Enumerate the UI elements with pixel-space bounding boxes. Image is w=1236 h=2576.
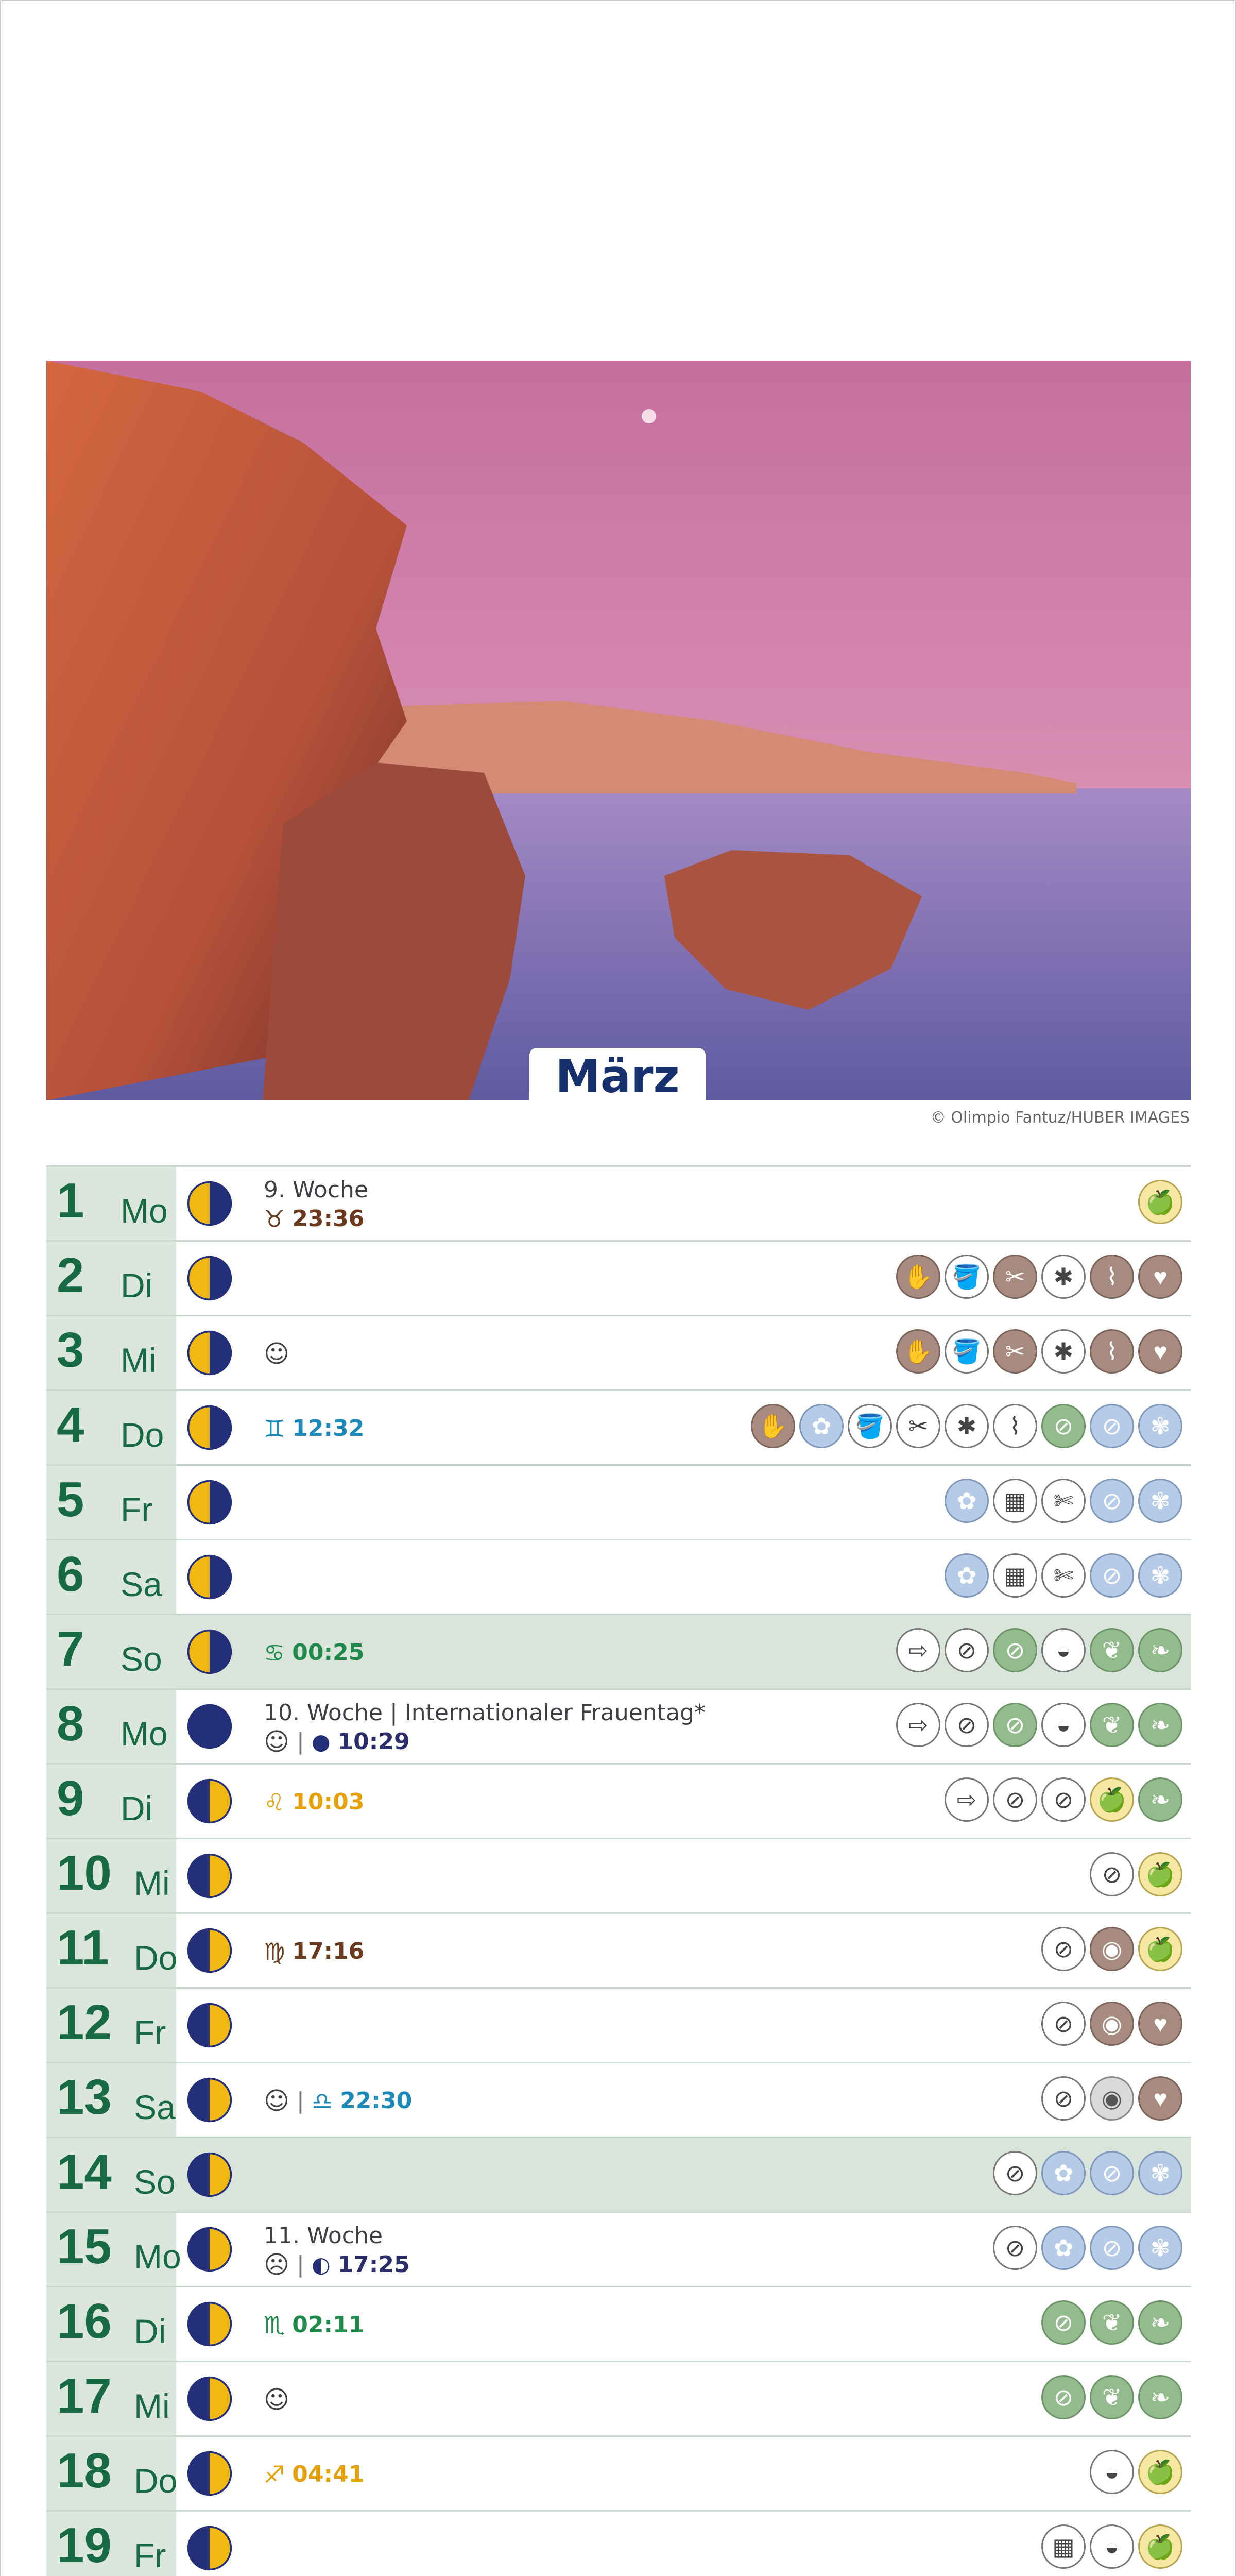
month-photo bbox=[46, 361, 1191, 1100]
day-row bbox=[46, 1614, 1191, 1688]
salad-icon: ❦ bbox=[1090, 1628, 1134, 1672]
cut-icon: ✄ bbox=[1041, 1553, 1086, 1598]
day-number: 18 bbox=[57, 2443, 112, 2498]
moon-phase-icon bbox=[186, 1853, 233, 1899]
day-number: 5 bbox=[57, 1472, 84, 1527]
activity-icons bbox=[945, 1777, 1182, 1825]
date-cell bbox=[46, 2512, 176, 2576]
window-icon: ▦ bbox=[1041, 2524, 1086, 2569]
moon-phase-icon bbox=[186, 1554, 233, 1600]
sweep-icon: ⌇ bbox=[1090, 1255, 1134, 1299]
activity-icons bbox=[1090, 2450, 1182, 2497]
lungs-icon: ✿ bbox=[1041, 2226, 1086, 2270]
date-cell bbox=[46, 2063, 176, 2137]
time-value: 12:32 bbox=[292, 1415, 365, 1442]
glass-icon: ◒ bbox=[1041, 1628, 1086, 1672]
time-value: 10:29 bbox=[337, 1728, 410, 1755]
glass-icon: ◒ bbox=[1041, 1703, 1086, 1747]
no-stem-icon: ⊘ bbox=[993, 1703, 1037, 1747]
moon-phase-icon bbox=[186, 2450, 233, 2497]
weekday-name: Mo bbox=[121, 1715, 168, 1753]
activity-icons bbox=[993, 2151, 1182, 2198]
crab-sign-icon: ♋ bbox=[264, 1639, 285, 1667]
weekday-name: Do bbox=[134, 2462, 178, 2500]
day-number: 4 bbox=[57, 1397, 84, 1452]
date-cell bbox=[46, 1690, 176, 1763]
maiden-sign-icon: ♍ bbox=[264, 1938, 285, 1965]
date-cell bbox=[46, 1615, 176, 1688]
bucket-icon: 🪣 bbox=[848, 1404, 892, 1448]
flower-icon: ✾ bbox=[1138, 2151, 1182, 2195]
lungs-icon: ✿ bbox=[799, 1404, 844, 1448]
moon-icon: ◐ bbox=[311, 2252, 331, 2277]
day-details bbox=[264, 2087, 882, 2115]
leaf-icon: ❧ bbox=[1138, 2300, 1182, 2345]
day-row bbox=[46, 2435, 1191, 2510]
weekday-name: Mi bbox=[134, 2387, 170, 2425]
coin-icon: ◉ bbox=[1090, 1927, 1134, 1971]
leaf-icon: ❧ bbox=[1138, 1777, 1182, 1822]
day-row bbox=[46, 1165, 1191, 1240]
lungs-icon: ✿ bbox=[1041, 2151, 1086, 2195]
no-sweep-icon: ⊘ bbox=[1090, 1404, 1134, 1448]
arrow-icon: ⇨ bbox=[896, 1703, 940, 1747]
activity-icons bbox=[896, 1329, 1182, 1377]
coin-icon: ◉ bbox=[1090, 2002, 1134, 2046]
no-scissors-icon: ⊘ bbox=[1041, 2002, 1086, 2046]
weekday-name: So bbox=[121, 1640, 162, 1678]
day-details bbox=[264, 1638, 882, 1667]
weekday-name: So bbox=[134, 2163, 176, 2201]
glass-icon: ◒ bbox=[1090, 2450, 1134, 2494]
activity-icons bbox=[896, 1703, 1182, 1750]
no-bed-icon: ⊘ bbox=[945, 1628, 989, 1672]
leaf-icon: ❧ bbox=[1138, 1628, 1182, 1672]
hand-icon: ✋ bbox=[896, 1255, 940, 1299]
lungs-icon: ✿ bbox=[945, 1479, 989, 1523]
weekday-name: Mo bbox=[121, 1192, 168, 1230]
weekday-name: Fr bbox=[121, 1490, 153, 1529]
flower-icon: ✾ bbox=[1138, 1479, 1182, 1523]
day-info bbox=[264, 1921, 882, 1982]
sweep-icon: ⌇ bbox=[1090, 1329, 1134, 1374]
no-sweep-icon: ⊘ bbox=[1090, 2226, 1134, 2270]
apple-icon: 🍏 bbox=[1138, 1180, 1182, 1224]
flower-icon: ✾ bbox=[1138, 1404, 1182, 1448]
moon-phase-icon bbox=[186, 2301, 233, 2347]
salad-icon: ❦ bbox=[1090, 2300, 1134, 2345]
day-number: 16 bbox=[57, 2294, 112, 2349]
window-icon: ▦ bbox=[993, 1479, 1037, 1523]
day-info bbox=[264, 2071, 882, 2131]
salad-icon: ❦ bbox=[1090, 1703, 1134, 1747]
day-number: 13 bbox=[57, 2070, 112, 2125]
day-number: 11 bbox=[57, 1920, 109, 1975]
spider-icon: ✱ bbox=[1041, 1329, 1086, 1374]
heart-icon: ♥ bbox=[1138, 2002, 1182, 2046]
apple-icon: 🍏 bbox=[1138, 2450, 1182, 2494]
lion-sign-icon: ♌ bbox=[264, 1788, 285, 1816]
leaf-icon: ❧ bbox=[1138, 1703, 1182, 1747]
day-number: 19 bbox=[57, 2518, 112, 2573]
leaf-icon: ❧ bbox=[1138, 2375, 1182, 2419]
weekday-name: Mi bbox=[134, 1864, 170, 1902]
no-pin-icon: ⊘ bbox=[1041, 1404, 1086, 1448]
moon-phase-icon bbox=[186, 2002, 233, 2048]
time-value: 00:25 bbox=[292, 1639, 365, 1666]
day-details bbox=[264, 1205, 882, 1233]
day-info bbox=[264, 1996, 882, 2057]
moon-phase-icon bbox=[186, 1330, 233, 1376]
salad-icon: ❦ bbox=[1090, 2375, 1134, 2419]
no-stem-icon: ⊘ bbox=[1041, 2300, 1086, 2345]
moon-phase-icon bbox=[186, 1479, 233, 1526]
day-row bbox=[46, 1912, 1191, 1987]
date-cell bbox=[46, 1989, 176, 2062]
activity-icons bbox=[1041, 2076, 1182, 2124]
day-info bbox=[264, 1697, 882, 1758]
weekday-name: Di bbox=[121, 1266, 153, 1304]
no-sweep-icon: ⊘ bbox=[1090, 1479, 1134, 1523]
day-info bbox=[264, 2295, 882, 2355]
day-row bbox=[46, 1688, 1191, 1763]
day-row bbox=[46, 1389, 1191, 1464]
date-cell bbox=[46, 1914, 176, 1987]
apple-icon: 🍏 bbox=[1138, 2524, 1182, 2569]
day-row bbox=[46, 1987, 1191, 2062]
moon-icon: ● bbox=[311, 1729, 331, 1754]
moon-phase-icon bbox=[186, 2151, 233, 2198]
day-info bbox=[264, 2444, 882, 2505]
day-event: 9. Woche bbox=[264, 1177, 368, 1203]
archer-sign-icon: ♐ bbox=[264, 2461, 285, 2488]
day-number: 10 bbox=[57, 1845, 112, 1901]
weekday-name: Mi bbox=[121, 1341, 157, 1379]
activity-icons bbox=[1041, 2300, 1182, 2348]
date-cell bbox=[46, 1839, 176, 1912]
moon-phase-icon bbox=[186, 2525, 233, 2571]
apple-icon: 🍏 bbox=[1090, 1777, 1134, 1822]
arrow-icon: ⇨ bbox=[945, 1777, 989, 1822]
activity-icons bbox=[1041, 2375, 1182, 2422]
window-icon: ▦ bbox=[993, 1553, 1037, 1598]
day-row bbox=[46, 2211, 1191, 2286]
hand-icon: ✋ bbox=[751, 1404, 795, 1448]
date-cell bbox=[46, 2362, 176, 2435]
weekday-name: Mo bbox=[134, 2238, 181, 2276]
day-info bbox=[264, 2369, 882, 2430]
weekday-name: Fr bbox=[134, 2013, 166, 2052]
calendar-rows bbox=[46, 1165, 1191, 2576]
day-details bbox=[264, 2311, 882, 2340]
moon-phase-icon bbox=[186, 1778, 233, 1824]
day-row bbox=[46, 2510, 1191, 2576]
day-info bbox=[264, 1249, 882, 1310]
moon-phase-icon bbox=[186, 2226, 233, 2273]
spider-icon: ✱ bbox=[1041, 1255, 1086, 1299]
day-event: 11. Woche bbox=[264, 2223, 383, 2249]
weekday-name: Di bbox=[121, 1789, 153, 1827]
moon-phase-icon bbox=[186, 1629, 233, 1675]
moon-phase-icon bbox=[186, 2376, 233, 2422]
day-row bbox=[46, 2361, 1191, 2435]
day-details bbox=[264, 1788, 882, 1817]
weekday-name: Sa bbox=[121, 1565, 162, 1603]
smiley-icon: ☺ bbox=[264, 2087, 290, 2115]
smiley-icon: ☺ bbox=[264, 1727, 290, 1756]
weekday-name: Di bbox=[134, 2312, 166, 2350]
day-info bbox=[264, 2220, 882, 2281]
day-number: 9 bbox=[57, 1771, 84, 1826]
twins-sign-icon: ♊ bbox=[264, 1415, 285, 1443]
pegs-icon: ✂ bbox=[993, 1329, 1037, 1374]
weekday-name: Fr bbox=[134, 2536, 166, 2574]
day-info bbox=[264, 1548, 882, 1608]
day-number: 15 bbox=[57, 2219, 112, 2274]
separator: | bbox=[297, 2088, 304, 2114]
day-number: 7 bbox=[57, 1621, 84, 1676]
date-cell bbox=[46, 2437, 176, 2510]
day-number: 3 bbox=[57, 1323, 84, 1378]
scales-sign-icon: ♎ bbox=[311, 2087, 333, 2115]
date-cell bbox=[46, 2138, 176, 2211]
smiley-icon: ☹ bbox=[264, 2250, 290, 2279]
day-details bbox=[264, 2250, 882, 2279]
date-cell bbox=[46, 1167, 176, 1240]
time-value: 02:11 bbox=[292, 2312, 365, 2338]
bull-sign-icon: ♉ bbox=[264, 1205, 285, 1233]
activity-icons bbox=[945, 1553, 1182, 1601]
no-hair-icon: ⊘ bbox=[993, 2151, 1037, 2195]
flower-icon: ✾ bbox=[1138, 1553, 1182, 1598]
moon-phase-icon bbox=[186, 1404, 233, 1451]
time-value: 17:16 bbox=[292, 1938, 365, 1964]
lungs-icon: ✿ bbox=[945, 1553, 989, 1598]
day-number: 2 bbox=[57, 1248, 84, 1303]
moon-phase-icon bbox=[186, 1927, 233, 1974]
smiley-icon: ☺ bbox=[264, 1340, 290, 1368]
day-number: 6 bbox=[57, 1547, 84, 1602]
time-value: 10:03 bbox=[292, 1789, 365, 1815]
day-details bbox=[264, 1727, 882, 1756]
day-number: 17 bbox=[57, 2368, 112, 2424]
weekday-name: Sa bbox=[134, 2088, 176, 2126]
no-hair-icon: ⊘ bbox=[993, 2226, 1037, 2270]
date-cell bbox=[46, 1765, 176, 1838]
time-value: 23:36 bbox=[292, 1206, 365, 1232]
day-row bbox=[46, 1838, 1191, 1912]
activity-icons bbox=[896, 1628, 1182, 1675]
activity-icons bbox=[1138, 1180, 1182, 1227]
activity-icons bbox=[896, 1255, 1182, 1302]
activity-icons bbox=[1041, 2002, 1182, 2049]
pegs-icon: ✂ bbox=[993, 1255, 1037, 1299]
apple-icon: 🍏 bbox=[1138, 1852, 1182, 1896]
date-cell bbox=[46, 1316, 176, 1389]
sweep-icon: ⌇ bbox=[993, 1404, 1037, 1448]
day-info bbox=[264, 1174, 882, 1235]
activity-icons bbox=[945, 1479, 1182, 1526]
smiley-icon: ☺ bbox=[264, 2385, 290, 2414]
activity-icons bbox=[751, 1404, 1182, 1451]
weekday-name: Do bbox=[134, 1939, 178, 1977]
no-bed-icon: ⊘ bbox=[993, 1777, 1037, 1822]
no-scissors-icon: ⊘ bbox=[1041, 1927, 1086, 1971]
day-row bbox=[46, 1240, 1191, 1315]
flower-icon: ✾ bbox=[1138, 2226, 1182, 2270]
time-value: 17:25 bbox=[337, 2251, 410, 2278]
no-bed-icon: ⊘ bbox=[945, 1703, 989, 1747]
day-details bbox=[264, 1340, 882, 1368]
separator: | bbox=[297, 1728, 304, 1755]
day-event: 10. Woche | Internationaler Frauentag* bbox=[264, 1700, 706, 1726]
date-cell bbox=[46, 1391, 176, 1464]
day-info bbox=[264, 1324, 882, 1384]
day-row bbox=[46, 2062, 1191, 2137]
weekday-name: Do bbox=[121, 1416, 164, 1454]
bucket-icon: 🪣 bbox=[945, 1255, 989, 1299]
day-row bbox=[46, 1539, 1191, 1614]
day-number: 12 bbox=[57, 1995, 112, 2050]
day-row bbox=[46, 1464, 1191, 1539]
date-cell bbox=[46, 1466, 176, 1539]
date-cell bbox=[46, 1540, 176, 1614]
date-cell bbox=[46, 2213, 181, 2286]
activity-icons bbox=[1090, 1852, 1182, 1900]
day-info bbox=[264, 1846, 882, 1907]
time-value: 22:30 bbox=[340, 2088, 413, 2114]
day-details bbox=[264, 2385, 882, 2414]
moon-phase-icon bbox=[186, 2077, 233, 2123]
coin-icon: ◉ bbox=[1090, 2076, 1134, 2121]
day-number: 1 bbox=[57, 1173, 84, 1228]
separator: | bbox=[297, 2251, 304, 2278]
time-value: 04:41 bbox=[292, 2461, 365, 2487]
day-details bbox=[264, 2460, 882, 2489]
activity-icons bbox=[1041, 1927, 1182, 1974]
heart-icon: ♥ bbox=[1138, 2076, 1182, 2121]
no-scissors-icon: ⊘ bbox=[1041, 1777, 1086, 1822]
heart-icon: ♥ bbox=[1138, 1255, 1182, 1299]
arrow-icon: ⇨ bbox=[896, 1628, 940, 1672]
day-info bbox=[264, 1473, 882, 1534]
bucket-icon: 🪣 bbox=[945, 1329, 989, 1374]
scorpion-sign-icon: ♏ bbox=[264, 2311, 285, 2339]
day-info bbox=[264, 1772, 882, 1833]
photo-credit: © Olimpio Fantuz/HUBER IMAGES bbox=[930, 1109, 1190, 1127]
activity-icons bbox=[993, 2226, 1182, 2273]
day-info bbox=[264, 2519, 882, 2576]
day-row bbox=[46, 2137, 1191, 2211]
date-cell bbox=[46, 2287, 176, 2361]
no-scissors-icon: ⊘ bbox=[1041, 2076, 1086, 2121]
apple-icon: 🍏 bbox=[1138, 1927, 1182, 1971]
spider-icon: ✱ bbox=[945, 1404, 989, 1448]
date-cell bbox=[46, 1242, 176, 1315]
moon-phase-icon bbox=[186, 1255, 233, 1301]
day-details bbox=[264, 1937, 882, 1966]
day-row bbox=[46, 1763, 1191, 1838]
no-sweep-icon: ⊘ bbox=[1090, 1553, 1134, 1598]
no-sweep-icon: ⊘ bbox=[1090, 2151, 1134, 2195]
activity-icons bbox=[1041, 2524, 1182, 2572]
day-info bbox=[264, 1622, 882, 1683]
day-row bbox=[46, 1315, 1191, 1389]
hand-icon: ✋ bbox=[896, 1329, 940, 1374]
day-number: 8 bbox=[57, 1696, 84, 1751]
moon-phase-icon bbox=[186, 1703, 233, 1750]
glass-icon: ◒ bbox=[1090, 2524, 1134, 2569]
heart-icon: ♥ bbox=[1138, 1329, 1182, 1374]
no-stem-icon: ⊘ bbox=[1041, 2375, 1086, 2419]
no-scissors-icon: ⊘ bbox=[1090, 1852, 1134, 1896]
day-number: 14 bbox=[57, 2144, 112, 2199]
no-stem-icon: ⊘ bbox=[993, 1628, 1037, 1672]
cut-icon: ✄ bbox=[1041, 1479, 1086, 1523]
month-title: März bbox=[529, 1048, 706, 1105]
moon-phase-icon bbox=[186, 1180, 233, 1227]
day-row bbox=[46, 2286, 1191, 2361]
pegs-icon: ✂ bbox=[896, 1404, 940, 1448]
day-info bbox=[264, 2145, 882, 2206]
